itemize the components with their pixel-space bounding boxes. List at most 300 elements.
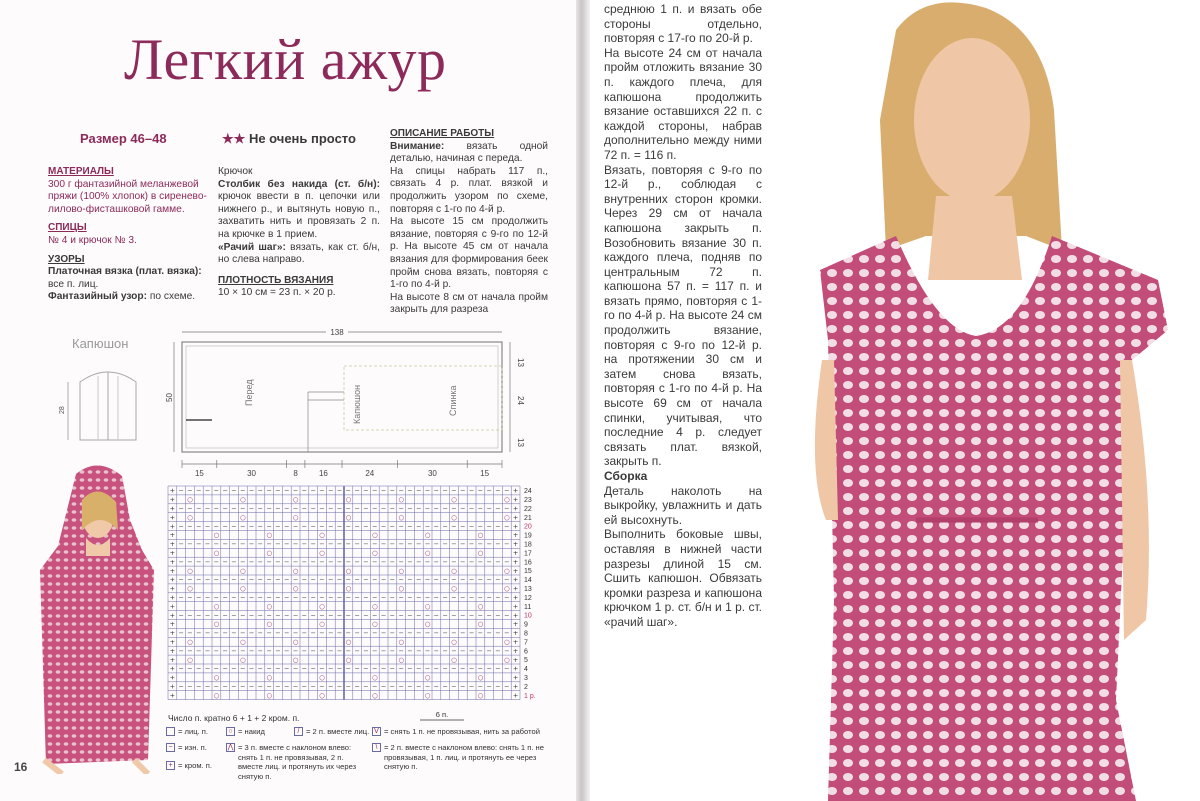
back-label: Спинка [448,385,458,416]
chart-stitch-symbol: ○ [477,691,484,700]
chart-stitch-symbol: − [407,629,413,638]
chart-stitch-symbol: − [486,664,492,673]
chart-stitch-symbol: − [222,664,228,673]
chart-stitch-symbol: − [486,557,492,566]
chart-stitch-symbol: ○ [424,673,431,682]
chart-stitch-symbol: − [416,682,422,691]
chart-stitch-symbol: − [204,664,211,673]
size-label: Размер 46–48 [80,131,167,146]
chart-stitch-symbol: − [460,629,466,638]
materials-text: 300 г фантазийной меланжевой пряжи (100% хлопок) в сиренево-лилово-фисташковой гамме. [48,178,207,215]
bottom-dim-6: 15 [480,469,490,478]
chart-stitch-symbol: − [336,575,343,584]
chart-stitch-symbol: − [284,504,290,513]
chart-stitch-symbol: − [266,504,272,513]
chart-stitch-symbol: − [328,593,334,602]
chart-stitch-symbol: ○ [371,548,378,557]
chart-stitch-symbol: + [512,611,519,620]
chart-stitch-symbol: − [451,522,457,531]
chart-stitch-symbol: ○ [477,602,484,611]
chart-caption: Число п. кратно 6 + 1 + 2 кром. п. [168,713,300,723]
chart-stitch-symbol: − [442,557,448,566]
chart-stitch-symbol: − [328,629,334,638]
chart-stitch-symbol: ○ [187,513,193,522]
chart-stitch-symbol: − [301,575,308,584]
chart-stitch-symbol: ○ [424,620,431,629]
chart-stitch-symbol: − [354,575,360,584]
chart-stitch-symbol: − [442,540,448,549]
chart-stitch-symbol: + [512,522,519,531]
chart-stitch-symbol: ○ [239,513,246,522]
chart-stitch-symbol: − [372,664,378,673]
chart-stitch-symbol: − [380,486,387,495]
chart-stitch-symbol: − [292,522,299,531]
right-paragraph-5: Выполнить боковые швы, оставляя в нижней части разрезы длиной 15 см. Сшить капюшон. Обвязать кромки разреза и капюшона крючком 1 р. ст. б/н и 1 р. ст. «рачий шаг». [604,527,762,629]
right-text-column [604,2,762,630]
chart-stitch-symbol: − [248,575,255,584]
chart-stitch-symbol: − [424,646,431,655]
difficulty-stars-icon: ★★ [222,131,246,146]
chart-stitch-symbol: − [451,504,457,513]
chart-stitch-symbol: − [266,682,272,691]
chart-stitch-symbol: ○ [451,655,457,664]
chart-stitch-symbol: − [372,646,378,655]
chart-stitch-symbol: − [266,575,272,584]
chart-stitch-symbol: + [512,557,519,566]
chart-stitch-symbol: ○ [371,602,378,611]
chart-stitch-symbol: ○ [292,566,299,575]
chart-stitch-symbol: − [231,540,237,549]
chart-stitch-symbol: − [248,593,255,602]
chart-stitch-symbol: + [169,540,176,549]
chart-stitch-symbol: − [248,522,255,531]
chart-row-number: 11 [524,603,532,611]
chart-stitch-symbol: + [512,584,519,593]
chart-stitch-symbol: − [222,629,228,638]
chart-stitch-symbol: ○ [345,513,352,522]
yarn-over-icon: ○ [226,727,235,736]
chart-stitch-symbol: − [345,611,352,620]
chart-stitch-symbol: − [231,646,237,655]
chart-stitch-symbol: ○ [477,548,484,557]
right-dim-mid: 24 [516,396,525,405]
chart-stitch-symbol: ○ [319,531,325,540]
chart-stitch-symbol: ○ [451,584,457,593]
chart-stitch-symbol: − [460,611,466,620]
chart-stitch-symbol: − [424,629,431,638]
chart-stitch-symbol: − [345,646,352,655]
chart-stitch-symbol: − [187,540,193,549]
chart-stitch-symbol: − [301,629,308,638]
chart-stitch-symbol: − [372,682,378,691]
k2tog-icon: / [294,727,303,736]
chart-stitch-symbol: − [354,486,360,495]
chart-stitch-symbol: − [460,504,466,513]
chart-stitch-symbol: ○ [451,513,457,522]
chart-stitch-symbol: ○ [213,602,220,611]
chart-stitch-symbol: + [169,566,176,575]
chart-stitch-symbol: − [257,522,264,531]
chart-stitch-symbol: − [398,557,404,566]
chart-stitch-symbol: − [486,646,492,655]
legend-edge: + = кром. п. [166,761,222,771]
chart-stitch-symbol: − [380,682,387,691]
chart-stitch-symbol: − [301,540,308,549]
chart-stitch-symbol: − [257,611,264,620]
chart-row-number: 17 [524,550,532,558]
chart-stitch-symbol: − [460,522,466,531]
chart-stitch-symbol: − [477,557,484,566]
chart-stitch-symbol: + [512,575,519,584]
chart-stitch-symbol: − [257,540,264,549]
chart-stitch-symbol: ○ [451,637,457,646]
chart-stitch-symbol: − [266,522,272,531]
chart-stitch-symbol: − [416,504,422,513]
chart-stitch-symbol: − [433,629,440,638]
chart-stitch-symbol: − [468,575,475,584]
chart-legend [166,727,556,783]
chart-stitch-symbol: + [512,548,519,557]
gauge-heading: ПЛОТНОСТЬ ВЯЗАНИЯ [218,274,334,286]
chart-stitch-symbol: − [416,611,422,620]
chart-stitch-symbol: − [310,557,316,566]
chart-stitch-symbol: − [196,629,202,638]
chart-stitch-symbol: − [336,664,343,673]
difficulty-rating [222,131,356,147]
chart-stitch-symbol: − [292,504,299,513]
chart-stitch-symbol: − [442,575,448,584]
chart-stitch-symbol: − [433,486,440,495]
patterns-heading: УЗОРЫ [48,253,85,265]
chart-stitch-symbol: − [310,593,316,602]
chart-stitch-symbol: + [169,637,176,646]
chart-stitch-symbol: − [248,682,255,691]
chart-stitch-symbol: − [178,664,184,673]
chart-stitch-symbol: − [486,682,492,691]
chart-stitch-symbol: + [169,602,176,611]
right-dim-bottom: 13 [516,438,525,447]
chart-stitch-symbol: − [204,540,211,549]
chart-stitch-symbol: − [345,557,352,566]
chart-stitch-symbol: + [169,513,176,522]
chart-stitch-symbol: − [319,557,325,566]
chart-stitch-symbol: − [416,575,422,584]
chart-stitch-symbol: − [266,629,272,638]
chart-stitch-symbol: − [310,540,316,549]
chart-stitch-symbol: − [372,593,378,602]
chart-stitch-symbol: − [336,629,343,638]
chart-stitch-symbol: − [504,611,510,620]
legend-yo: ○ = накид [226,727,292,737]
chart-stitch-symbol: − [363,664,369,673]
chart-stitch-symbol: − [380,575,387,584]
chart-stitch-symbol: + [169,495,176,504]
chart-stitch-symbol: − [196,486,202,495]
chart-stitch-symbol: − [477,504,484,513]
chart-stitch-symbol: − [504,522,510,531]
chart-stitch-symbol: + [512,566,519,575]
chart-stitch-symbol: − [433,611,440,620]
chart-stitch-symbol: ○ [319,673,325,682]
chart-stitch-symbol: − [196,522,202,531]
chart-stitch-symbol: + [512,682,519,691]
chart-stitch-symbol: − [178,629,184,638]
front-label: Перед [244,379,254,406]
chart-stitch-symbol: − [504,682,510,691]
chart-stitch-symbol: + [512,691,519,700]
chart-stitch-symbol: + [169,531,176,540]
chart-stitch-symbol: − [240,540,246,549]
legend-purl: − = изн. п. [166,743,222,753]
legend-k2tog-left: \ = 2 п. вместе с наклоном влево: снять 1 п. не провязывая, 1 п. лиц. и протянуть ее через снятую п. [372,743,556,772]
chart-stitch-symbol: − [196,646,202,655]
chart-stitch-symbol: − [424,575,431,584]
chart-stitch-symbol: − [424,557,431,566]
chart-row-number: 8 [524,630,528,638]
chart-row-number: 16 [524,559,532,567]
chart-stitch-symbol: ○ [292,637,299,646]
chart-stitch-symbol: + [512,664,519,673]
chart-stitch-symbol: − [196,575,202,584]
chart-stitch-symbol: − [407,486,413,495]
chart-stitch-symbol: − [231,575,237,584]
chart-stitch-symbol: − [248,646,255,655]
chart-stitch-symbol: ○ [503,513,510,522]
chart-stitch-symbol: ○ [266,602,273,611]
chart-stitch-symbol: + [169,646,176,655]
chart-stitch-symbol: + [169,664,176,673]
chart-stitch-symbol: + [169,584,176,593]
chart-row-number: 24 [524,488,532,496]
chart-stitch-symbol: − [495,575,501,584]
chart-stitch-symbol: − [187,486,193,495]
materials-column [48,166,216,304]
chart-stitch-symbol: − [345,682,352,691]
chart-stitch-symbol: − [213,504,220,513]
chart-stitch-symbol: − [486,629,492,638]
work-paragraph-1: На спицы набрать 117 п., связать 4 р. плат. вязкой и продолжить узором по схеме, повторяя с 1-го по 4-й р. [390,165,548,215]
chart-stitch-symbol: − [398,611,404,620]
chart-stitch-symbol: ○ [398,584,405,593]
chart-stitch-symbol: − [460,646,466,655]
chart-stitch-symbol: − [275,522,281,531]
chart-stitch-symbol: − [187,575,193,584]
chart-stitch-symbol: − [398,504,404,513]
chart-stitch-symbol: − [495,504,501,513]
chart-stitch-symbol: − [292,646,299,655]
chart-stitch-symbol: − [266,540,272,549]
chart-stitch-symbol: − [196,611,202,620]
chart-stitch-symbol: − [363,486,369,495]
chart-stitch-symbol: − [424,504,431,513]
bottom-dim-5: 30 [427,469,437,478]
chart-stitch-symbol: + [169,673,176,682]
chart-stitch-symbol: − [240,611,246,620]
chart-stitch-symbol: − [354,593,360,602]
chart-row-number: 3 [524,674,528,682]
chart-stitch-symbol: − [372,540,378,549]
chart-stitch-symbol: − [196,682,202,691]
chart-stitch-symbol: − [328,682,334,691]
chart-stitch-symbol: + [169,575,176,584]
chart-stitch-symbol: − [345,629,352,638]
chart-stitch-symbol: − [292,664,299,673]
chart-stitch-symbol: − [328,522,334,531]
chart-stitch-symbol: ○ [213,620,220,629]
chart-stitch-symbol: − [222,557,228,566]
chart-stitch-symbol: − [310,629,316,638]
chart-stitch-symbol: ○ [345,655,352,664]
chart-stitch-symbol: − [266,646,272,655]
chart-stitch-symbol: ○ [371,531,378,540]
chart-stitch-symbol: ○ [371,620,378,629]
chart-stitch-symbol: − [460,664,466,673]
chart-stitch-symbol: − [495,629,501,638]
chart-stitch-symbol: ○ [451,495,457,504]
chart-stitch-symbol: ○ [266,673,273,682]
chart-stitch-symbol: − [407,522,413,531]
chart-stitch-symbol: − [354,522,360,531]
bottom-dim-3: 16 [318,469,328,478]
chart-stitch-symbol: − [213,557,220,566]
chart-stitch-symbol: − [372,575,378,584]
chart-stitch-symbol: ○ [292,584,299,593]
height-dim: 50 [165,393,174,402]
chart-stitch-symbol: + [169,522,176,531]
chart-stitch-symbol: − [319,682,325,691]
chart-stitch-symbol: − [275,504,281,513]
chart-stitch-symbol: − [301,504,308,513]
chart-stitch-symbol: − [213,540,220,549]
chart-stitch-symbol: − [178,540,184,549]
chart-stitch-symbol: − [178,486,184,495]
chart-stitch-symbol: − [424,611,431,620]
chart-stitch-symbol: − [328,557,334,566]
chart-stitch-symbol: − [178,504,184,513]
chart-stitch-symbol: − [345,664,352,673]
chart-stitch-symbol: − [275,646,281,655]
chart-stitch-symbol: − [310,522,316,531]
chart-stitch-symbol: − [196,557,202,566]
chart-stitch-symbol: − [416,557,422,566]
chart-stitch-symbol: − [468,682,475,691]
plain-stitch-desc: Платочная вязка (плат. вязка): все п. лиц. [48,266,202,290]
repeat-label: 6 п. [435,710,449,719]
chart-stitch-symbol: − [292,682,299,691]
chart-stitch-symbol: − [372,504,378,513]
chart-stitch-symbol: − [495,522,501,531]
bottom-dim-1: 30 [247,469,257,478]
chart-stitch-symbol: ○ [292,513,299,522]
slip-stitch-icon: V [372,727,381,736]
chart-stitch-symbol: ○ [451,566,457,575]
chart-stitch-symbol: ○ [503,637,510,646]
chart-row-number: 1 р. [524,692,536,700]
right-paragraph-2: На высоте 24 см от начала пройм отложить вязание 30 п. каждого плеча, для капюшона продолжить вязание оставшихся 22 п. с каждой стороны, набрав дополнительно между ними 72 п. = 116 п. [604,45,762,162]
chart-stitch-symbol: − [495,540,501,549]
chart-stitch-symbol: − [407,557,413,566]
chart-stitch-symbol: − [336,682,343,691]
chart-stitch-symbol: ○ [266,620,273,629]
chart-stitch-symbol: − [257,682,264,691]
chart-stitch-symbol: ○ [477,673,484,682]
chart-stitch-symbol: − [187,504,193,513]
chart-stitch-symbol: − [213,664,220,673]
chart-stitch-symbol: − [389,575,396,584]
chart-stitch-symbol: − [319,646,325,655]
chart-stitch-symbol: − [336,557,343,566]
legend-k2tog: / = 2 п. вместе лиц. [294,727,370,737]
chart-stitch-symbol: − [424,522,431,531]
chart-stitch-symbol: − [442,611,448,620]
chart-stitch-symbol: − [319,504,325,513]
chart-row-number: 5 [524,657,528,665]
chart-stitch-symbol: − [416,646,422,655]
chart-stitch-symbol: − [398,646,404,655]
chart-stitch-symbol: − [328,646,334,655]
chart-stitch-symbol: − [363,646,369,655]
chart-stitch-symbol: − [284,611,290,620]
chart-stitch-symbol: ○ [345,566,352,575]
chart-stitch-symbol: − [477,540,484,549]
chart-stitch-symbol: − [187,629,193,638]
chart-stitch-symbol: − [495,486,501,495]
chart-stitch-symbol: − [231,611,237,620]
chart-stitch-symbol: − [468,540,475,549]
chart-stitch-symbol: ○ [213,531,220,540]
chart-stitch-symbol: − [504,629,510,638]
chart-stitch-symbol: − [257,593,264,602]
chart-stitch-symbol: − [389,557,396,566]
edge-symbol-icon: + [166,761,175,770]
chart-stitch-symbol: − [504,540,510,549]
chart-stitch-symbol: + [512,646,519,655]
chart-stitch-symbol: − [389,682,396,691]
chart-stitch-symbol: + [169,557,176,566]
chart-stitch-symbol: − [310,504,316,513]
chart-stitch-symbol: ○ [398,513,405,522]
chart-stitch-symbol: − [292,593,299,602]
work-column [390,128,548,317]
chart-stitch-symbol: − [389,540,396,549]
chart-stitch-symbol: − [424,682,431,691]
chart-stitch-symbol: − [257,629,264,638]
chart-row-number: 22 [524,505,532,513]
chart-row-number: 10 [524,612,532,620]
chart-stitch-symbol: − [486,611,492,620]
small-model-photo [38,460,156,774]
chart-stitch-symbol: − [301,682,308,691]
chart-stitch-symbol: − [266,593,272,602]
chart-stitch-symbol: ○ [319,620,325,629]
chart-stitch-symbol: − [257,646,264,655]
bottom-dimensions [182,460,502,478]
chart-stitch-symbol: − [354,629,360,638]
chart-stitch-symbol: ○ [187,584,193,593]
chart-stitch-symbol: ○ [239,584,246,593]
chart-stitch-symbol: − [363,629,369,638]
chart-stitch-symbol: − [231,593,237,602]
bottom-dim-2: 8 [293,469,298,478]
chart-stitch-symbol: − [433,540,440,549]
chart-stitch-symbol: − [398,522,404,531]
chart-stitch-symbol: ○ [213,673,220,682]
chart-stitch-symbol: − [310,646,316,655]
chart-stitch-symbol: − [240,646,246,655]
chart-stitch-symbol: − [442,664,448,673]
chart-stitch-symbol: − [187,646,193,655]
chart-stitch-symbol: − [275,629,281,638]
